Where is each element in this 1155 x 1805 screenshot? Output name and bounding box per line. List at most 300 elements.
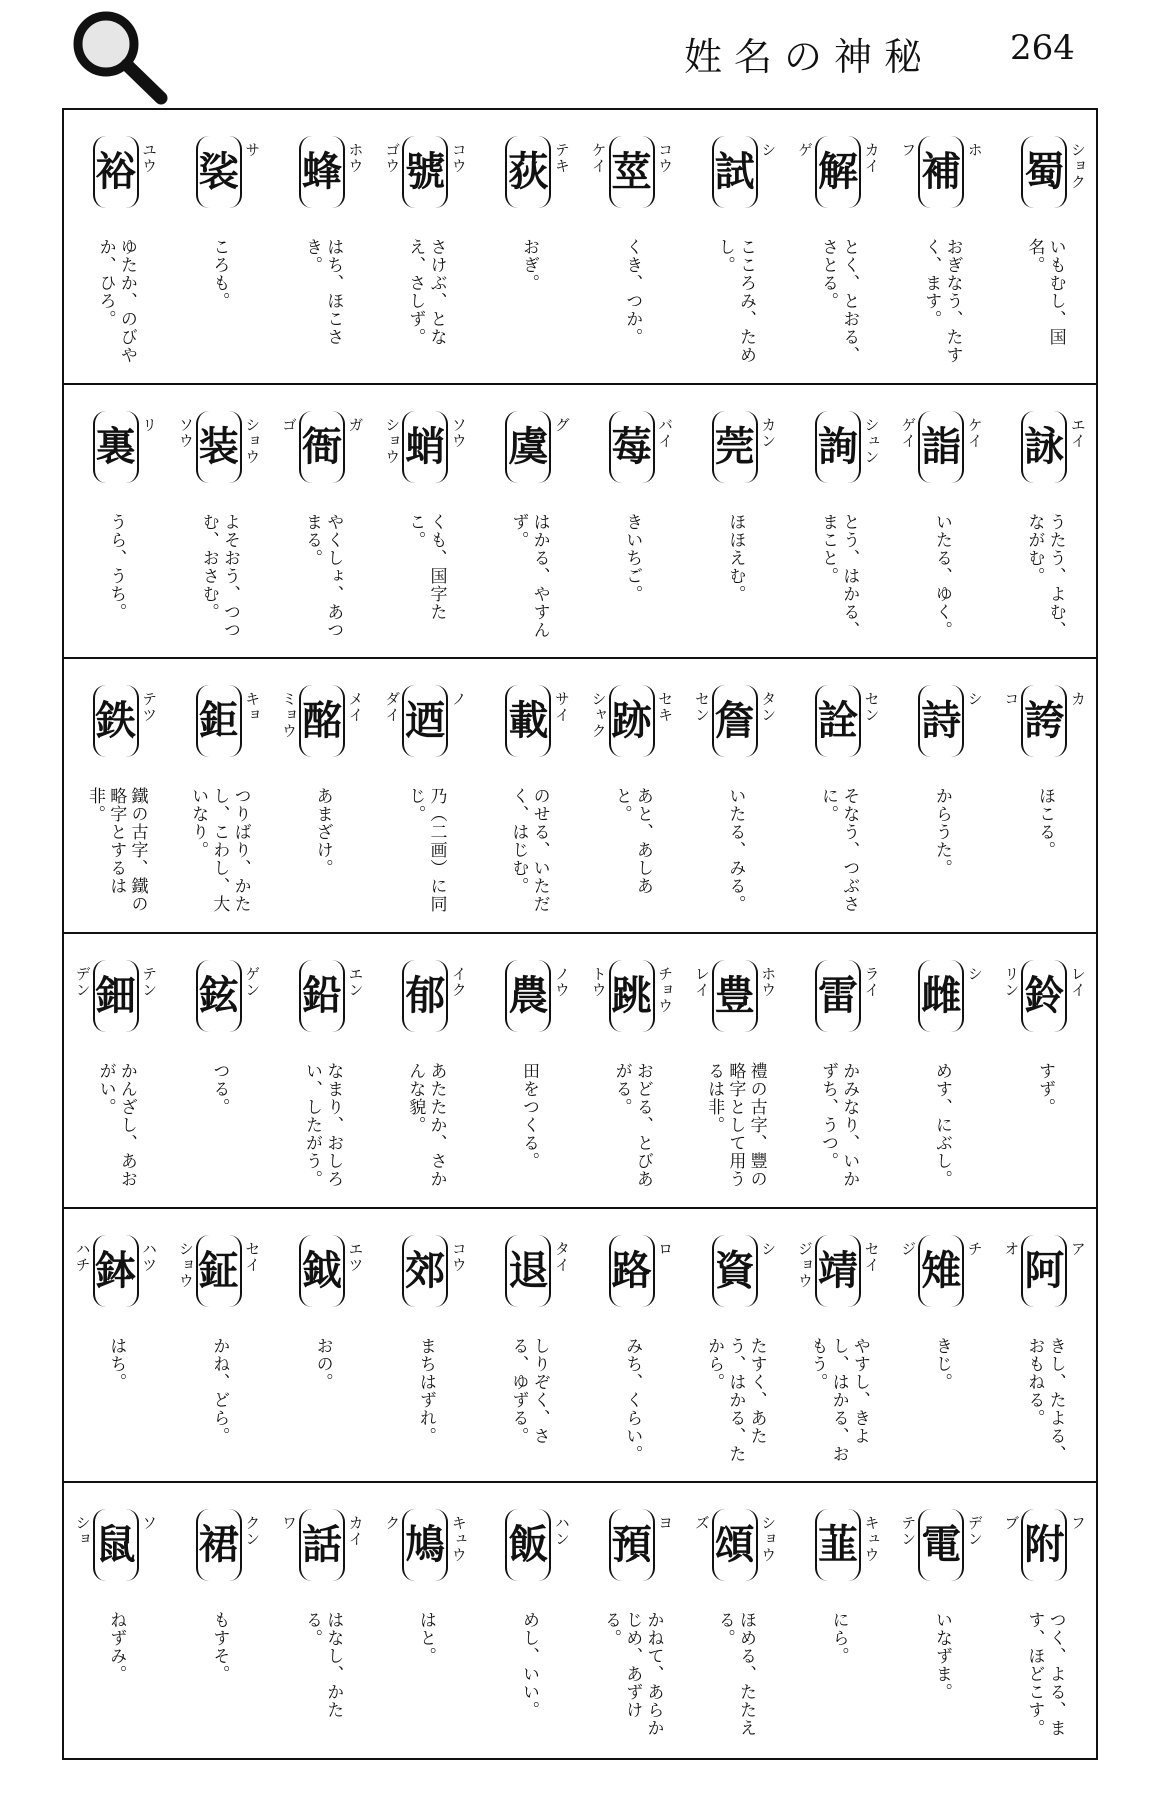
kanji-entry xyxy=(580,934,683,1207)
kanji-bracket xyxy=(918,411,964,483)
kanji-entry xyxy=(890,1483,993,1758)
kanji-meaning: 田をつくる。 xyxy=(519,1061,540,1170)
kanji-meaning: おどる、とびあがる。 xyxy=(611,1061,653,1188)
reading-on: ゲン xyxy=(243,965,262,998)
reading-alt: ワ xyxy=(280,1515,299,1532)
reading-on: シ xyxy=(759,142,778,158)
table-row xyxy=(64,934,1096,1209)
kanji-entry xyxy=(374,110,477,383)
kanji-entry xyxy=(993,1483,1096,1758)
reading-alt: ダイ xyxy=(383,691,402,724)
kanji-entry xyxy=(683,934,786,1207)
reading-on: ソ xyxy=(140,1515,159,1532)
reading-on: ユウ xyxy=(140,142,159,174)
kanji-entry xyxy=(374,659,477,932)
kanji-character: 電 xyxy=(921,1522,962,1569)
kanji-meaning: くき、つか。 xyxy=(622,238,643,346)
kanji-character: 雉 xyxy=(921,1247,962,1294)
kanji-bracket xyxy=(1021,960,1067,1032)
kanji-bracket xyxy=(712,685,758,757)
page-title: 姓名の神秘 xyxy=(684,35,935,79)
reading-on: コウ xyxy=(656,142,675,174)
kanji-meaning: つる。 xyxy=(209,1061,230,1116)
kanji-character: 詩 xyxy=(921,698,962,745)
reading-on: カン xyxy=(759,416,778,449)
reading-alt: ショ xyxy=(73,1515,92,1548)
kanji-bracket xyxy=(609,411,655,483)
kanji-bracket xyxy=(505,411,551,483)
kanji-bracket xyxy=(815,685,861,757)
kanji-entry xyxy=(477,110,580,383)
kanji-character: 詠 xyxy=(1024,423,1065,470)
kanji-meaning: とく、とおる、さとる。 xyxy=(818,238,860,364)
kanji-meaning: うら、うち。 xyxy=(106,512,127,621)
reading-on: デン xyxy=(965,1515,984,1548)
reading-on: チ xyxy=(965,1240,984,1257)
kanji-meaning: とう、はかる、まこと。 xyxy=(818,512,860,639)
reading-on: シ xyxy=(965,965,984,982)
kanji-character: 試 xyxy=(714,149,755,195)
kanji-entry xyxy=(993,110,1096,383)
kanji-meaning: たすく、あたう、はかる、たから。 xyxy=(704,1336,767,1463)
kanji-table xyxy=(62,108,1098,1760)
reading-alt: ブ xyxy=(1002,1515,1021,1532)
kanji-character: 蛸 xyxy=(405,423,446,470)
kanji-meaning: きし、たよる、おもねる。 xyxy=(1024,1336,1066,1463)
kanji-character: 酩 xyxy=(302,698,342,745)
kanji-character: 載 xyxy=(508,698,549,745)
kanji-entry xyxy=(993,934,1096,1207)
reading-on: ソウ xyxy=(449,416,468,449)
kanji-bracket xyxy=(815,1509,861,1581)
kanji-bracket xyxy=(918,1235,964,1307)
kanji-entry xyxy=(786,110,889,383)
kanji-character: 郁 xyxy=(405,972,446,1019)
reading-on: テキ xyxy=(552,142,571,174)
kanji-character: 裟 xyxy=(198,149,239,195)
kanji-meaning: そなう、つぶさに。 xyxy=(818,787,860,914)
kanji-bracket xyxy=(402,960,448,1032)
kanji-bracket xyxy=(918,1509,964,1581)
reading-alt: ゴウ xyxy=(383,142,402,174)
reading-on: ケイ xyxy=(965,416,984,449)
kanji-character: 迺 xyxy=(405,698,446,745)
kanji-bracket xyxy=(196,960,242,1032)
kanji-meaning: みち、くらい。 xyxy=(622,1336,643,1463)
kanji-entry xyxy=(64,385,167,658)
table-row xyxy=(64,385,1096,660)
reading-alt: ハチ xyxy=(73,1240,92,1273)
reading-alt: リン xyxy=(1002,965,1021,998)
kanji-character: 詹 xyxy=(714,698,755,745)
kanji-entry xyxy=(167,659,270,932)
reading-alt: シャク xyxy=(589,691,608,740)
kanji-character: 虞 xyxy=(508,423,549,470)
kanji-character: 鉉 xyxy=(198,972,239,1019)
reading-on: チョウ xyxy=(656,965,675,1014)
kanji-meaning: 禮の古字、豐の略字として用うるは非。 xyxy=(704,1061,767,1188)
kanji-entry xyxy=(270,659,373,932)
reading-on: エツ xyxy=(346,1240,365,1273)
kanji-bracket xyxy=(93,1235,139,1307)
reading-on: サ xyxy=(243,142,262,158)
kanji-character: 退 xyxy=(508,1247,549,1294)
reading-on: ノ xyxy=(449,691,468,708)
kanji-bracket xyxy=(402,685,448,757)
kanji-character: 飯 xyxy=(508,1522,549,1569)
reading-on: クン xyxy=(243,1515,262,1548)
kanji-character: 鉢 xyxy=(95,1247,136,1294)
reading-on: サイ xyxy=(552,691,571,724)
kanji-entry xyxy=(167,934,270,1207)
kanji-bracket xyxy=(815,1235,861,1307)
kanji-meaning: いなずま。 xyxy=(931,1611,952,1702)
kanji-entry xyxy=(64,1483,167,1758)
kanji-entry xyxy=(890,385,993,658)
reading-on: エン xyxy=(346,965,365,998)
kanji-bracket xyxy=(93,685,139,757)
kanji-bracket xyxy=(712,411,758,483)
kanji-entry xyxy=(890,110,993,383)
kanji-meaning: かんざし、あおがい。 xyxy=(95,1061,137,1188)
kanji-bracket xyxy=(609,960,655,1032)
kanji-entry xyxy=(477,1483,580,1758)
kanji-entry xyxy=(993,1209,1096,1482)
kanji-meaning: のせる、いただく、はじむ。 xyxy=(508,787,550,914)
reading-on: ライ xyxy=(862,965,881,998)
reading-on: セキ xyxy=(656,691,675,724)
reading-on: タン xyxy=(759,691,778,724)
kanji-meaning: なまり、おしろい、したがう。 xyxy=(302,1061,344,1188)
kanji-meaning: にら。 xyxy=(828,1611,849,1666)
page-number: 264 xyxy=(1010,28,1075,68)
kanji-bracket xyxy=(93,960,139,1032)
kanji-entry xyxy=(270,1209,373,1482)
kanji-meaning: かねて、あらかじめ、あずける。 xyxy=(600,1611,664,1738)
kanji-character: 鉅 xyxy=(198,698,239,745)
kanji-meaning: いもむし、国名。 xyxy=(1024,238,1066,346)
reading-on: フ xyxy=(1068,1515,1087,1532)
reading-alt: ショウ xyxy=(383,416,402,465)
kanji-bracket xyxy=(299,960,345,1032)
kanji-meaning: おぎなう、たすく、ます。 xyxy=(921,238,963,364)
kanji-meaning: つく、よる、ます、ほどこす。 xyxy=(1024,1611,1066,1738)
kanji-entry xyxy=(683,659,786,932)
kanji-entry xyxy=(374,1483,477,1758)
kanji-meaning: ほほえむ。 xyxy=(725,512,746,603)
kanji-entry xyxy=(890,1209,993,1482)
kanji-bracket xyxy=(918,685,964,757)
kanji-bracket xyxy=(299,685,345,757)
kanji-character: 装 xyxy=(198,423,239,470)
kanji-character: 話 xyxy=(302,1522,342,1569)
kanji-character: 頌 xyxy=(714,1522,755,1569)
kanji-bracket xyxy=(93,1509,139,1581)
kanji-character: 鉄 xyxy=(95,698,136,745)
kanji-bracket xyxy=(196,1235,242,1307)
table-row xyxy=(64,659,1096,934)
reading-on: シ xyxy=(759,1240,778,1257)
kanji-bracket xyxy=(196,136,242,208)
kanji-bracket xyxy=(1021,136,1067,208)
kanji-entry xyxy=(167,1483,270,1758)
reading-on: セイ xyxy=(862,1240,881,1273)
kanji-entry xyxy=(167,110,270,383)
kanji-character: 裕 xyxy=(95,149,136,195)
reading-alt: コ xyxy=(1002,691,1021,708)
kanji-meaning: しりぞく、さる、ゆずる。 xyxy=(508,1336,550,1445)
reading-alt: テン xyxy=(899,1515,918,1548)
table-row xyxy=(64,110,1096,385)
kanji-bracket xyxy=(402,411,448,483)
kanji-character: 雷 xyxy=(818,972,858,1019)
kanji-entry xyxy=(683,1483,786,1758)
kanji-entry xyxy=(270,1483,373,1758)
kanji-bracket xyxy=(505,1235,551,1307)
kanji-character: 鈿 xyxy=(95,972,136,1019)
kanji-character: 裙 xyxy=(198,1522,239,1569)
kanji-entry xyxy=(64,1209,167,1482)
kanji-bracket xyxy=(505,685,551,757)
reading-alt: ゲイ xyxy=(899,416,918,449)
kanji-entry xyxy=(580,659,683,932)
kanji-bracket xyxy=(815,411,861,483)
reading-alt: デン xyxy=(73,965,92,998)
kanji-bracket xyxy=(1021,1509,1067,1581)
kanji-bracket xyxy=(402,136,448,208)
reading-alt: フ xyxy=(899,142,918,158)
kanji-entry xyxy=(683,385,786,658)
kanji-meaning: うたう、よむ、ながむ。 xyxy=(1024,512,1066,639)
reading-alt: レイ xyxy=(692,965,711,998)
reading-on: カ xyxy=(1068,691,1087,708)
reading-on: ホ xyxy=(965,142,984,158)
kanji-entry xyxy=(993,385,1096,658)
reading-alt: ミョウ xyxy=(280,691,299,740)
kanji-meaning: おぎ。 xyxy=(519,238,540,292)
kanji-meaning: あまざけ。 xyxy=(312,787,333,878)
reading-on: ショク xyxy=(1068,142,1087,190)
kanji-character: 預 xyxy=(611,1522,652,1569)
table-row xyxy=(64,1483,1096,1758)
kanji-character: 靖 xyxy=(818,1247,858,1294)
kanji-entry xyxy=(167,385,270,658)
kanji-meaning: めす、にぶし。 xyxy=(931,1061,952,1188)
kanji-bracket xyxy=(609,136,655,208)
reading-alt: ジ xyxy=(899,1240,918,1257)
kanji-meaning: ゆたか、のびやか、ひろ。 xyxy=(95,238,137,364)
kanji-meaning: よそおう、つつむ、おさむ。 xyxy=(198,512,241,639)
kanji-character: 蜂 xyxy=(302,149,342,195)
kanji-entry xyxy=(167,1209,270,1482)
kanji-bracket xyxy=(93,411,139,483)
kanji-meaning: ねずみ。 xyxy=(106,1611,127,1684)
kanji-character: 詣 xyxy=(921,423,962,470)
kanji-character: 蜀 xyxy=(1024,149,1065,195)
kanji-entry xyxy=(477,934,580,1207)
kanji-bracket xyxy=(609,1509,655,1581)
search-icon[interactable] xyxy=(66,6,170,106)
kanji-bracket xyxy=(299,1235,345,1307)
kanji-character: 莞 xyxy=(714,423,755,470)
kanji-meaning: きいちご。 xyxy=(622,512,643,603)
kanji-entry xyxy=(64,659,167,932)
reading-alt: ク xyxy=(383,1515,402,1532)
kanji-entry xyxy=(786,385,889,658)
reading-on: タイ xyxy=(552,1240,571,1273)
kanji-meaning: ころも。 xyxy=(209,238,230,310)
kanji-character: 補 xyxy=(921,149,962,195)
kanji-bracket xyxy=(1021,685,1067,757)
reading-alt: セン xyxy=(692,691,711,724)
kanji-character: 跡 xyxy=(611,698,652,745)
kanji-entry xyxy=(270,385,373,658)
kanji-character: 詮 xyxy=(818,698,858,745)
kanji-bracket xyxy=(299,1509,345,1581)
reading-alt: ズ xyxy=(692,1515,711,1532)
kanji-meaning: おの。 xyxy=(312,1336,333,1391)
kanji-entry xyxy=(374,385,477,658)
kanji-character: 裏 xyxy=(95,423,136,470)
kanji-character: 農 xyxy=(508,972,549,1019)
reading-on: ハン xyxy=(552,1515,571,1548)
kanji-meaning: こころみ、ためし。 xyxy=(714,238,757,364)
kanji-character: 韮 xyxy=(818,1522,858,1569)
reading-on: ノウ xyxy=(552,965,571,998)
kanji-meaning: つりばり、かたし、こわし、大いなり。 xyxy=(188,787,251,914)
kanji-entry xyxy=(477,659,580,932)
kanji-entry xyxy=(374,934,477,1207)
kanji-character: 郊 xyxy=(405,1247,446,1294)
kanji-meaning: まちはずれ。 xyxy=(415,1336,436,1445)
kanji-entry xyxy=(786,934,889,1207)
kanji-bracket xyxy=(609,685,655,757)
kanji-meaning: いたる、みる。 xyxy=(725,787,746,914)
kanji-entry xyxy=(374,1209,477,1482)
kanji-bracket xyxy=(712,1235,758,1307)
kanji-meaning: はかる、やすんず。 xyxy=(508,512,550,639)
reading-on: ロ xyxy=(656,1240,675,1257)
reading-alt: ケイ xyxy=(589,142,608,174)
kanji-meaning: めし、いい。 xyxy=(519,1611,540,1720)
kanji-bracket xyxy=(609,1235,655,1307)
kanji-meaning: はち。 xyxy=(106,1336,127,1391)
reading-alt: ショウ xyxy=(176,1240,195,1289)
reading-on: グ xyxy=(552,416,571,433)
reading-on: キョ xyxy=(243,691,262,724)
kanji-meaning: 鐵の古字、鐵の略字とするは非。 xyxy=(84,787,148,914)
kanji-bracket xyxy=(402,1235,448,1307)
kanji-character: 鉞 xyxy=(302,1247,342,1294)
reading-on: セイ xyxy=(243,1240,262,1273)
reading-on: テツ xyxy=(140,691,159,724)
kanji-meaning: はち、ほこさき。 xyxy=(302,238,344,346)
reading-alt: ゴ xyxy=(280,416,299,433)
kanji-character: 詢 xyxy=(818,423,858,470)
kanji-bracket xyxy=(505,1509,551,1581)
kanji-meaning: やすし、きよし、はかる、おもう。 xyxy=(807,1336,870,1463)
kanji-entry xyxy=(270,934,373,1207)
kanji-character: 解 xyxy=(818,149,858,195)
reading-on: ホウ xyxy=(346,142,365,174)
kanji-bracket xyxy=(918,136,964,208)
kanji-bracket xyxy=(196,685,242,757)
reading-on: ガ xyxy=(346,416,365,433)
kanji-entry xyxy=(477,1209,580,1482)
kanji-meaning: かみなり、いかずち、うつ。 xyxy=(818,1061,860,1188)
reading-on: コウ xyxy=(449,142,468,174)
kanji-entry xyxy=(786,1209,889,1482)
kanji-character: 莖 xyxy=(611,149,652,195)
kanji-entry xyxy=(786,1483,889,1758)
reading-on: キュウ xyxy=(862,1515,881,1564)
reading-alt: トウ xyxy=(589,965,608,998)
kanji-entry xyxy=(786,659,889,932)
reading-on: リ xyxy=(140,416,159,433)
kanji-meaning: あと、あしあと。 xyxy=(611,787,653,896)
reading-on: カイ xyxy=(862,142,881,174)
reading-on: ホウ xyxy=(759,965,778,998)
kanji-character: 鉦 xyxy=(198,1247,239,1294)
kanji-bracket xyxy=(402,1509,448,1581)
kanji-bracket xyxy=(93,136,139,208)
reading-on: エイ xyxy=(1068,416,1087,449)
reading-on: レイ xyxy=(1068,965,1087,998)
kanji-bracket xyxy=(712,136,758,208)
kanji-character: 雌 xyxy=(921,972,962,1019)
reading-on: ヨ xyxy=(656,1515,675,1532)
kanji-entry xyxy=(580,110,683,383)
reading-on: メイ xyxy=(346,691,365,724)
kanji-meaning: あたたか、さかんな貌。 xyxy=(405,1061,447,1188)
kanji-meaning: ほめる、たたえる。 xyxy=(714,1611,757,1738)
reading-on: シ xyxy=(965,691,984,708)
kanji-character: 鼠 xyxy=(95,1522,136,1569)
reading-on: ア xyxy=(1068,1240,1087,1257)
kanji-character: 路 xyxy=(611,1247,652,1294)
kanji-entry xyxy=(683,110,786,383)
kanji-character: 跳 xyxy=(611,972,652,1019)
reading-alt: ジョウ xyxy=(796,1240,815,1289)
kanji-bracket xyxy=(712,960,758,1032)
kanji-entry xyxy=(580,1209,683,1482)
reading-on: シュン xyxy=(862,416,881,465)
reading-on: コウ xyxy=(449,1240,468,1273)
kanji-meaning: はなし、かたる。 xyxy=(302,1611,344,1720)
kanji-meaning: すず。 xyxy=(1035,1061,1056,1116)
kanji-meaning: はと。 xyxy=(415,1611,436,1666)
reading-on: バイ xyxy=(656,416,675,449)
kanji-character: 附 xyxy=(1024,1522,1065,1569)
kanji-meaning: 乃（二画）に同じ。 xyxy=(405,787,447,914)
kanji-entry xyxy=(890,659,993,932)
reading-on: ハツ xyxy=(140,1240,159,1273)
kanji-entry xyxy=(270,110,373,383)
kanji-bracket xyxy=(196,411,242,483)
reading-alt: ソウ xyxy=(176,416,195,449)
reading-on: ショウ xyxy=(243,416,262,465)
reading-on: テン xyxy=(140,965,159,998)
kanji-meaning: きじ。 xyxy=(931,1336,952,1391)
kanji-character: 號 xyxy=(405,149,446,195)
kanji-meaning: かね、どら。 xyxy=(209,1336,230,1445)
reading-on: キュウ xyxy=(449,1515,468,1564)
kanji-character: 鉛 xyxy=(302,972,342,1019)
kanji-character: 鳩 xyxy=(405,1522,446,1569)
reading-alt: オ xyxy=(1002,1240,1021,1257)
kanji-entry xyxy=(580,1483,683,1758)
kanji-entry xyxy=(64,110,167,383)
